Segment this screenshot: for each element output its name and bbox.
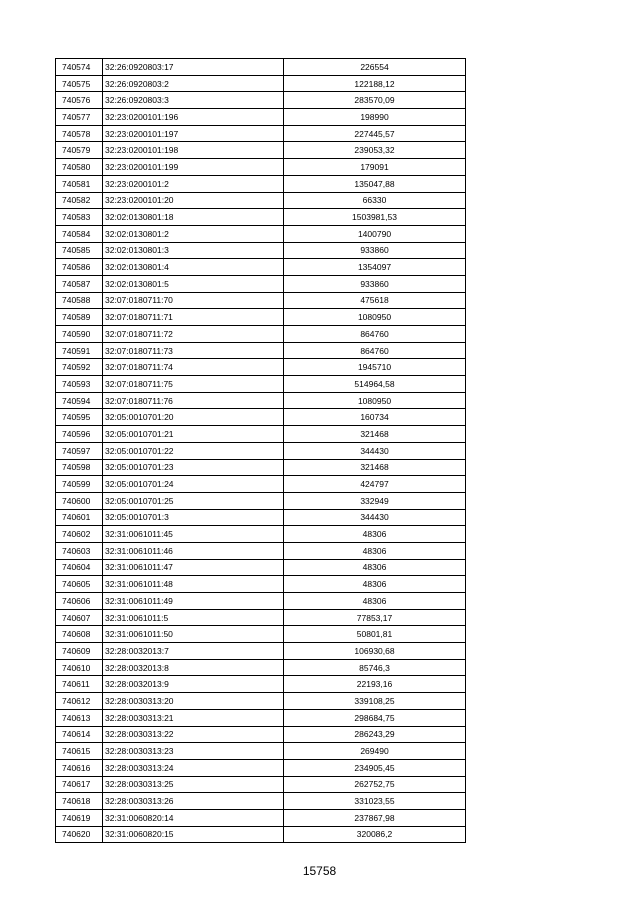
value-cell: 77853,17 (284, 609, 466, 626)
row-id-cell: 740613 (56, 709, 103, 726)
row-id-cell: 740607 (56, 609, 103, 626)
value-cell: 160734 (284, 409, 466, 426)
table-row (56, 109, 466, 126)
row-id-cell: 740577 (56, 109, 103, 126)
cadastral-number-cell: 32:23:0200101:20 (103, 192, 284, 209)
value-cell: 321468 (284, 426, 466, 443)
cadastral-number-cell: 32:07:0180711:70 (103, 292, 284, 309)
table-row (56, 609, 466, 626)
value-cell: 424797 (284, 476, 466, 493)
cadastral-number-cell: 32:26:0920803:3 (103, 92, 284, 109)
table-row (56, 509, 466, 526)
cadastral-number-cell: 32:02:0130801:3 (103, 242, 284, 259)
cadastral-number-cell: 32:31:0061011:47 (103, 559, 284, 576)
value-cell: 321468 (284, 459, 466, 476)
table-row (56, 426, 466, 443)
value-cell: 332949 (284, 492, 466, 509)
row-id-cell: 740619 (56, 809, 103, 826)
table-row (56, 542, 466, 559)
value-cell: 1400790 (284, 225, 466, 242)
table-row (56, 259, 466, 276)
cadastral-number-cell: 32:23:0200101:197 (103, 125, 284, 142)
cadastral-number-cell: 32:28:0032013:8 (103, 659, 284, 676)
row-id-cell: 740596 (56, 426, 103, 443)
row-id-cell: 740591 (56, 342, 103, 359)
table-row (56, 726, 466, 743)
value-cell: 66330 (284, 192, 466, 209)
table-row (56, 809, 466, 826)
table-row (56, 576, 466, 593)
table-row (56, 793, 466, 810)
value-cell: 344430 (284, 442, 466, 459)
table-row (56, 759, 466, 776)
cadastral-number-cell: 32:31:0061011:5 (103, 609, 284, 626)
cadastral-number-cell: 32:05:0010701:21 (103, 426, 284, 443)
row-id-cell: 740608 (56, 626, 103, 643)
cadastral-number-cell: 32:05:0010701:20 (103, 409, 284, 426)
table-row (56, 159, 466, 176)
cadastral-number-cell: 32:07:0180711:76 (103, 392, 284, 409)
table-row (56, 309, 466, 326)
cadastral-number-cell: 32:28:0032013:9 (103, 676, 284, 693)
table-row (56, 709, 466, 726)
row-id-cell: 740612 (56, 693, 103, 710)
page-number: 15758 (302, 864, 337, 878)
table-row (56, 492, 466, 509)
row-id-cell: 740589 (56, 309, 103, 326)
value-cell: 48306 (284, 576, 466, 593)
cadastral-number-cell: 32:07:0180711:74 (103, 359, 284, 376)
row-id-cell: 740576 (56, 92, 103, 109)
cadastral-number-cell: 32:31:0060820:15 (103, 826, 284, 843)
value-cell: 1945710 (284, 359, 466, 376)
table-row (56, 459, 466, 476)
row-id-cell: 740600 (56, 492, 103, 509)
table-row (56, 826, 466, 843)
table-row (56, 175, 466, 192)
value-cell: 106930,68 (284, 643, 466, 660)
row-id-cell: 740618 (56, 793, 103, 810)
value-cell: 22193,16 (284, 676, 466, 693)
row-id-cell: 740592 (56, 359, 103, 376)
table-row (56, 559, 466, 576)
cadastral-number-cell: 32:28:0030313:25 (103, 776, 284, 793)
value-cell: 331023,55 (284, 793, 466, 810)
value-cell: 85746,3 (284, 659, 466, 676)
cadastral-number-cell: 32:05:0010701:25 (103, 492, 284, 509)
row-id-cell: 740620 (56, 826, 103, 843)
cadastral-number-cell: 32:28:0030313:23 (103, 743, 284, 760)
value-cell: 933860 (284, 275, 466, 292)
cadastral-number-cell: 32:26:0920803:17 (103, 59, 284, 76)
cadastral-number-cell: 32:02:0130801:2 (103, 225, 284, 242)
cadastral-number-cell: 32:31:0061011:49 (103, 593, 284, 610)
row-id-cell: 740598 (56, 459, 103, 476)
row-id-cell: 740594 (56, 392, 103, 409)
value-cell: 514964,58 (284, 376, 466, 393)
row-id-cell: 740575 (56, 75, 103, 92)
value-cell: 320086,2 (284, 826, 466, 843)
cadastral-number-cell: 32:07:0180711:73 (103, 342, 284, 359)
table-row (56, 192, 466, 209)
value-cell: 283570,09 (284, 92, 466, 109)
cadastral-number-cell: 32:05:0010701:22 (103, 442, 284, 459)
row-id-cell: 740593 (56, 376, 103, 393)
cadastral-number-cell: 32:26:0920803:2 (103, 75, 284, 92)
value-cell: 122188,12 (284, 75, 466, 92)
row-id-cell: 740606 (56, 593, 103, 610)
cadastral-number-cell: 32:02:0130801:18 (103, 209, 284, 226)
row-id-cell: 740597 (56, 442, 103, 459)
value-cell: 226554 (284, 59, 466, 76)
row-id-cell: 740590 (56, 326, 103, 343)
row-id-cell: 740602 (56, 526, 103, 543)
value-cell: 237867,98 (284, 809, 466, 826)
value-cell: 339108,25 (284, 693, 466, 710)
row-id-cell: 740583 (56, 209, 103, 226)
cadastral-number-cell: 32:23:0200101:196 (103, 109, 284, 126)
row-id-cell: 740603 (56, 542, 103, 559)
table-row (56, 676, 466, 693)
table-row (56, 125, 466, 142)
row-id-cell: 740609 (56, 643, 103, 660)
row-id-cell: 740588 (56, 292, 103, 309)
cadastral-number-cell: 32:31:0061011:48 (103, 576, 284, 593)
table-row (56, 275, 466, 292)
cadastral-number-cell: 32:28:0032013:7 (103, 643, 284, 660)
row-id-cell: 740584 (56, 225, 103, 242)
value-cell: 50801,81 (284, 626, 466, 643)
value-cell: 198990 (284, 109, 466, 126)
table-row (56, 292, 466, 309)
row-id-cell: 740574 (56, 59, 103, 76)
table-row (56, 693, 466, 710)
cadastral-number-cell: 32:31:0061011:50 (103, 626, 284, 643)
table-row (56, 776, 466, 793)
value-cell: 48306 (284, 559, 466, 576)
value-cell: 298684,75 (284, 709, 466, 726)
row-id-cell: 740617 (56, 776, 103, 793)
cadastral-number-cell: 32:23:0200101:198 (103, 142, 284, 159)
row-id-cell: 740605 (56, 576, 103, 593)
row-id-cell: 740585 (56, 242, 103, 259)
row-id-cell: 740599 (56, 476, 103, 493)
table-row (56, 659, 466, 676)
table-row (56, 626, 466, 643)
row-id-cell: 740616 (56, 759, 103, 776)
cadastral-number-cell: 32:31:0060820:14 (103, 809, 284, 826)
cadastral-number-cell: 32:28:0030313:20 (103, 693, 284, 710)
value-cell: 179091 (284, 159, 466, 176)
table-row (56, 743, 466, 760)
value-cell: 933860 (284, 242, 466, 259)
value-cell: 1080950 (284, 392, 466, 409)
table-row (56, 593, 466, 610)
cadastral-number-cell: 32:07:0180711:75 (103, 376, 284, 393)
table-row (56, 326, 466, 343)
value-cell: 1080950 (284, 309, 466, 326)
row-id-cell: 740587 (56, 275, 103, 292)
value-cell: 864760 (284, 326, 466, 343)
value-cell: 48306 (284, 593, 466, 610)
cadastral-number-cell: 32:23:0200101:199 (103, 159, 284, 176)
table-body (56, 59, 466, 843)
table-row (56, 526, 466, 543)
cadastral-number-cell: 32:05:0010701:23 (103, 459, 284, 476)
data-table (55, 58, 466, 843)
value-cell: 227445,57 (284, 125, 466, 142)
value-cell: 48306 (284, 526, 466, 543)
table-row (56, 392, 466, 409)
row-id-cell: 740601 (56, 509, 103, 526)
row-id-cell: 740581 (56, 175, 103, 192)
value-cell: 269490 (284, 743, 466, 760)
value-cell: 286243,29 (284, 726, 466, 743)
table-row (56, 342, 466, 359)
table-row (56, 442, 466, 459)
table-row (56, 59, 466, 76)
table-row (56, 643, 466, 660)
cadastral-number-cell: 32:28:0030313:26 (103, 793, 284, 810)
row-id-cell: 740615 (56, 743, 103, 760)
value-cell: 135047,88 (284, 175, 466, 192)
cadastral-number-cell: 32:07:0180711:72 (103, 326, 284, 343)
value-cell: 262752,75 (284, 776, 466, 793)
cadastral-number-cell: 32:05:0010701:24 (103, 476, 284, 493)
value-cell: 234905,45 (284, 759, 466, 776)
table-row (56, 142, 466, 159)
value-cell: 475618 (284, 292, 466, 309)
value-cell: 1354097 (284, 259, 466, 276)
cadastral-number-cell: 32:28:0030313:22 (103, 726, 284, 743)
value-cell: 1503981,53 (284, 209, 466, 226)
row-id-cell: 740578 (56, 125, 103, 142)
table-row (56, 225, 466, 242)
row-id-cell: 740595 (56, 409, 103, 426)
table-row (56, 409, 466, 426)
row-id-cell: 740579 (56, 142, 103, 159)
cadastral-number-cell: 32:31:0061011:45 (103, 526, 284, 543)
table-row (56, 359, 466, 376)
table-row (56, 476, 466, 493)
cadastral-number-cell: 32:07:0180711:71 (103, 309, 284, 326)
cadastral-number-cell: 32:23:0200101:2 (103, 175, 284, 192)
value-cell: 864760 (284, 342, 466, 359)
row-id-cell: 740611 (56, 676, 103, 693)
row-id-cell: 740586 (56, 259, 103, 276)
table-row (56, 376, 466, 393)
cadastral-number-cell: 32:02:0130801:4 (103, 259, 284, 276)
row-id-cell: 740580 (56, 159, 103, 176)
table-row (56, 242, 466, 259)
table-row (56, 209, 466, 226)
table-row (56, 92, 466, 109)
row-id-cell: 740614 (56, 726, 103, 743)
cadastral-number-cell: 32:28:0030313:24 (103, 759, 284, 776)
row-id-cell: 740610 (56, 659, 103, 676)
row-id-cell: 740604 (56, 559, 103, 576)
cadastral-number-cell: 32:31:0061011:46 (103, 542, 284, 559)
cadastral-number-cell: 32:28:0030313:21 (103, 709, 284, 726)
value-cell: 344430 (284, 509, 466, 526)
value-cell: 48306 (284, 542, 466, 559)
value-cell: 239053,32 (284, 142, 466, 159)
cadastral-number-cell: 32:05:0010701:3 (103, 509, 284, 526)
table-row (56, 75, 466, 92)
row-id-cell: 740582 (56, 192, 103, 209)
cadastral-number-cell: 32:02:0130801:5 (103, 275, 284, 292)
